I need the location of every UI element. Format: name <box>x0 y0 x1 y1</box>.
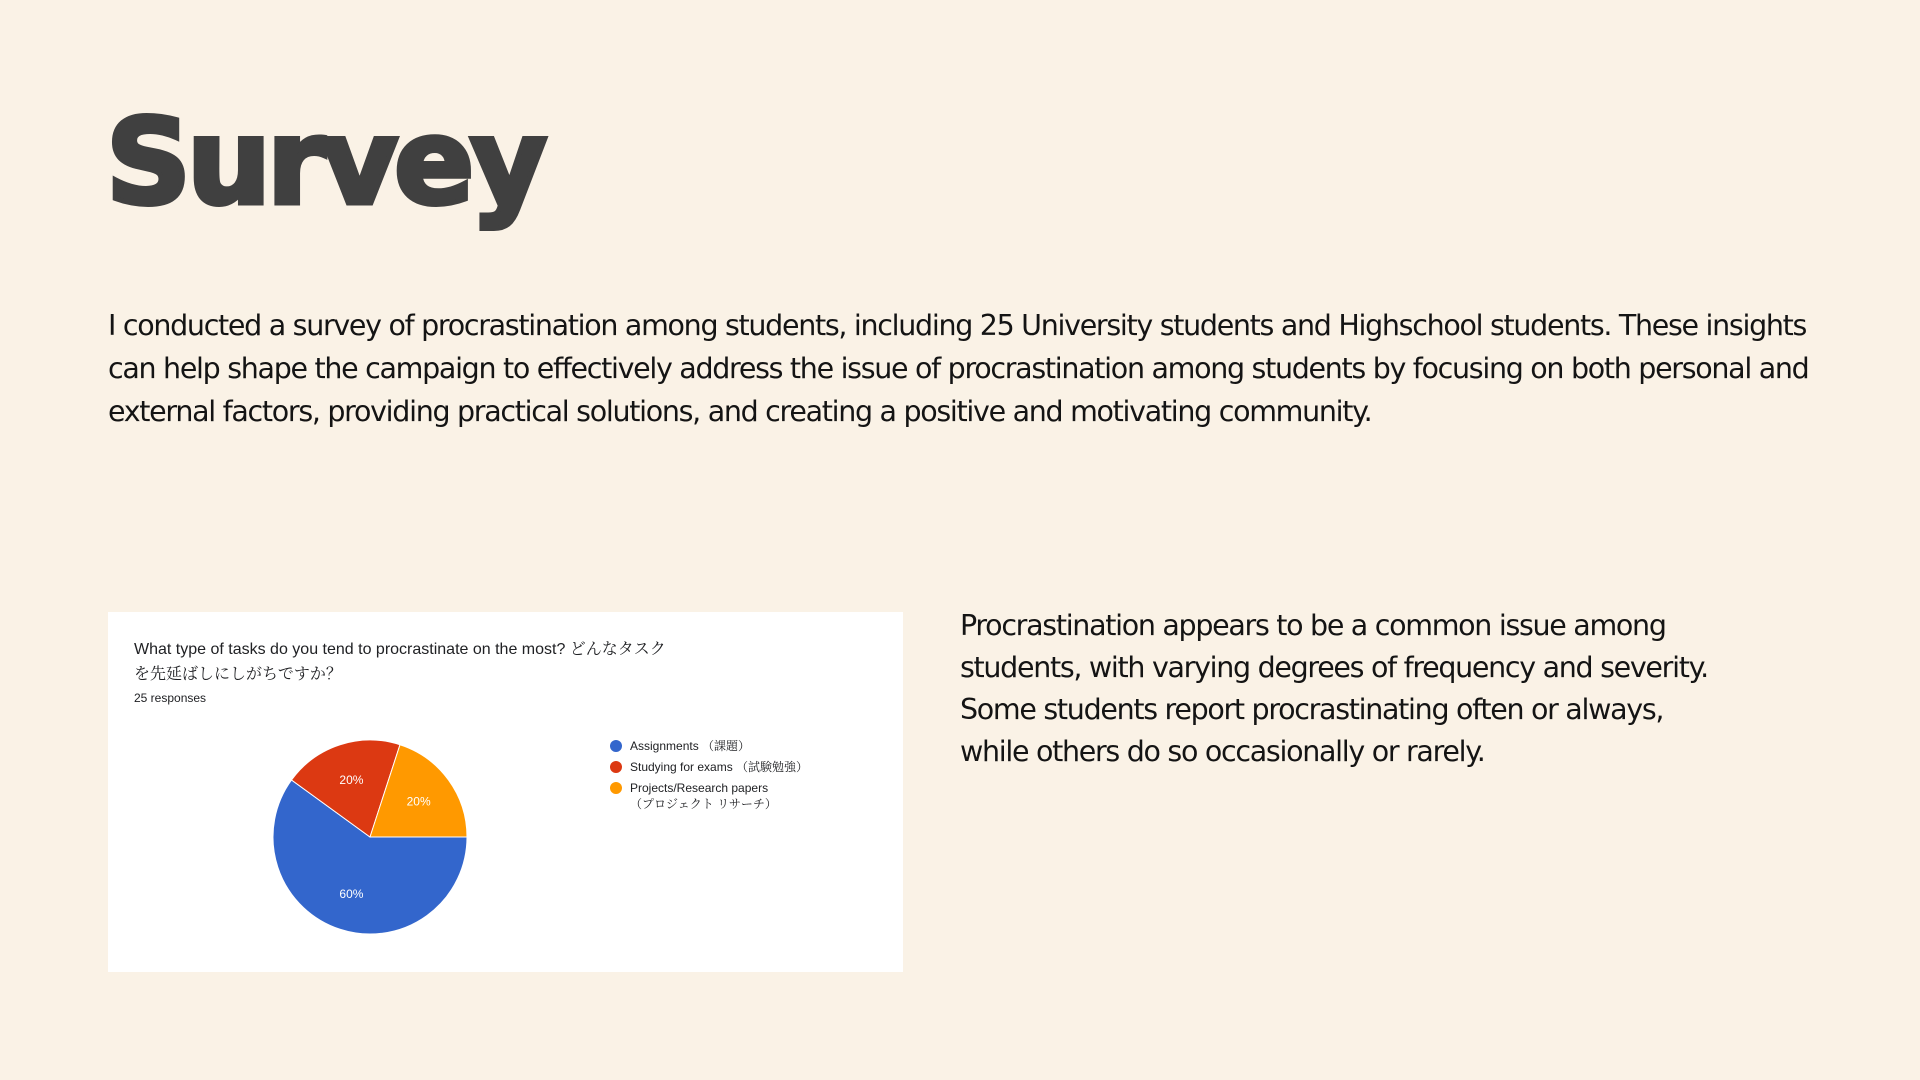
legend-label: Assignments （課題） <box>630 739 751 753</box>
survey-chart-card <box>108 612 903 972</box>
pie-slice-label-1: 20% <box>339 772 364 787</box>
legend-label: Projects/Research papers <box>630 781 769 795</box>
summary-paragraph: Procrastination appears to be a common issue among students, with varying degrees of frequency and severity. Some students report procrastinating often or always, while others do so occasionally or rarely. <box>960 609 1708 768</box>
legend-dot-icon <box>610 740 622 752</box>
legend-item-projects <box>610 780 808 812</box>
chart-response-count: 25 responses <box>134 691 207 705</box>
legend-dot-icon <box>610 782 622 794</box>
legend-item-exams <box>610 759 808 775</box>
legend-item-assignments <box>610 738 808 754</box>
intro-paragraph: I conducted a survey of procrastination among students, including 25 University students and Highschool students. These insights can help shape the campaign to effectively address the issue of procrastination among students by focusing on both personal and external factors, providing practical solutions, and creating a positive and motivating community. <box>108 309 1809 428</box>
legend-dot-icon <box>610 761 622 773</box>
pie-slice-label-2: 20% <box>406 794 431 809</box>
legend-sublabel: （プロジェクト リサーチ） <box>630 797 777 811</box>
chart-question: What type of tasks do you tend to procrastinate on the most? どんなタスクを先延ばしにしがちですか？ <box>134 641 666 683</box>
chart-legend <box>610 738 808 817</box>
slide-title: Survey <box>106 93 544 231</box>
legend-label: Studying for exams （試験勉強） <box>630 760 809 774</box>
pie-slice-label-0: 60% <box>339 887 364 902</box>
